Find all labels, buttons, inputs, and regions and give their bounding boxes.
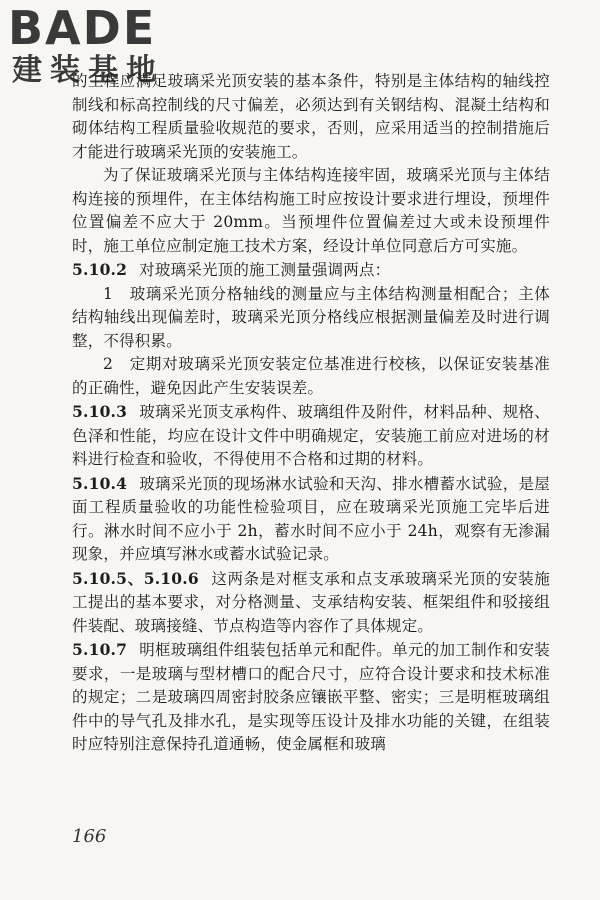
list-item-2 (72, 353, 550, 400)
page-number: 166 (72, 826, 107, 847)
section-number: 5.10.4 (72, 473, 128, 493)
paragraph-text: 2 定期对玻璃采光顶安装定位基准进行校核，以保证安装基准的正确性，避免因此产生安装误差。 (72, 355, 550, 397)
paragraph-text: 明框玻璃组件组装包括单元和配件。单元的加工制作和安装要求，一是玻璃与型材槽口的配合尺寸，应符合设计要求和技术标准的规定；二是玻璃四周密封胶条应镶嵌平整、密实；三是明框玻璃组件中的导气孔及排水孔，是实现等压设计及排水功能的关键，在组装时应特别注意保持孔道通畅，使金属框和玻璃 (72, 641, 550, 753)
paragraph-text: 玻璃采光顶支承构件、玻璃组件及附件，材料品种、规格、色泽和性能，均应在设计文件中明确规定，安装施工前应对进场的材料进行检查和验收，不得使用不合格和过期的材料。 (72, 403, 550, 468)
section-number: 5.10.7 (72, 640, 128, 659)
paragraph-text: 这两条是对框支承和点支承玻璃采光顶的安装施工提出的基本要求，对分格测量、支承结构安装、框架组件和驳接组件装配、玻璃接缝、节点构造等内容作了具体规定。 (72, 569, 551, 635)
list-item-1 (72, 283, 550, 354)
paragraph-text: 1 玻璃采光顶分格轴线的测量应与主体结构测量相配合；主体结构轴线出现偏差时，玻璃采光顶分格线应根据测量偏差及时进行调整，不得积累。 (72, 284, 550, 350)
logo-wordmark: BADE (8, 1, 157, 55)
section-number: 5.10.2 (72, 260, 128, 279)
document-body (72, 70, 550, 757)
section-number: 5.10.3 (72, 402, 128, 421)
section-number: 5.10.5、5.10.6 (72, 568, 199, 588)
paragraph-text: 对玻璃采光顶的施工测量强调两点： (139, 261, 391, 279)
section-5-10-2 (72, 258, 550, 283)
logo-subtitle: 建装基地 (12, 53, 164, 88)
section-5-10-4 (72, 472, 550, 567)
paragraph-text: 为了保证玻璃采光顶与主体结构连接牢固，玻璃采光顶与主体结构连接的预埋件，在主体结构施工时应按设计要求进行埋设，预埋件位置偏差不应大于 20mm。当预埋件位置偏差过大或未设预埋件时，施工单位应制定施工技术方案，经设计单位同意后方可实施。 (72, 166, 550, 255)
section-5-10-5-6 (72, 567, 550, 639)
paragraph-text: 的工程应满足玻璃采光顶安装的基本条件，特别是主体结构的轴线控制线和标高控制线的尺寸偏差，必须达到有关钢结构、混凝土结构和砌体结构工程质量验收规范的要求，否则，应采用适当的控制措施后才能进行玻璃采光顶的安装施工。 (72, 72, 550, 161)
section-5-10-7 (72, 638, 550, 757)
paragraph-continuation (72, 70, 550, 164)
section-5-10-3 (72, 400, 550, 472)
paragraph-embedded-parts (72, 164, 550, 258)
paragraph-text: 玻璃采光顶的现场淋水试验和天沟、排水槽蓄水试验，是屋面工程质量验收的功能性检验项目，应在玻璃采光顶施工完毕后进行。淋水时间不应小于 2h，蓄水时间不应小于 24h，观察有无渗漏现象，并应填写淋水或蓄水试验记录。 (72, 474, 550, 563)
